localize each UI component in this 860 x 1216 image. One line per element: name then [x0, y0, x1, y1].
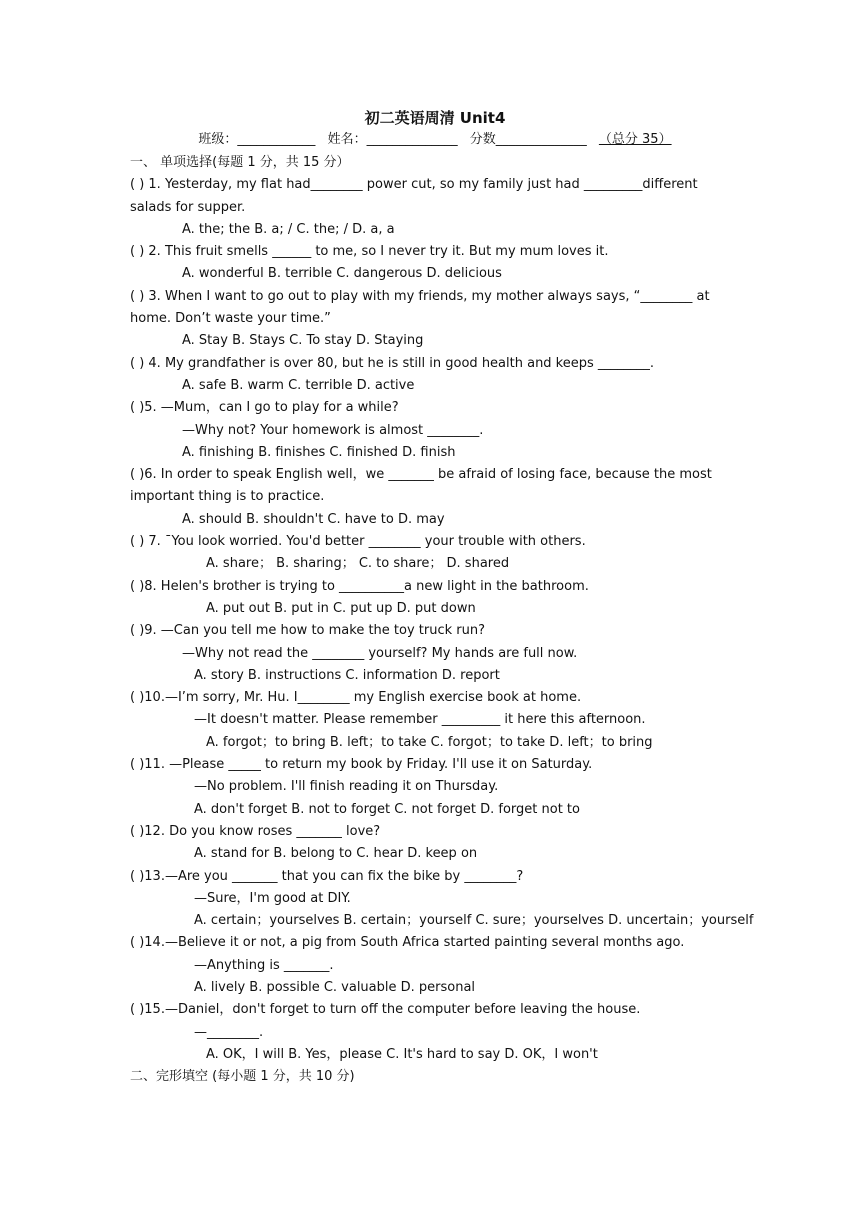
question-line: salads for supper.: [130, 199, 246, 215]
question-line: ( ) 1. Yesterday, my flat had________ power cut, so my family just had _________different: [130, 177, 698, 193]
question-line: A. story B. instructions C. information D. report: [194, 667, 500, 683]
question-line: A. share； B. sharing； C. to share； D. shared: [206, 556, 510, 572]
section-heading-1: 一、 单项选择(每题 1 分，共 15 分）: [130, 155, 350, 170]
question-line: —No problem. I'll finish reading it on Thursday.: [194, 779, 499, 795]
name-field: 姓名：______________: [327, 132, 458, 147]
question-line: A. certain；yourselves B. certain；yourself C. sure；yourselves D. uncertain；yourself: [194, 913, 754, 929]
question-line: A. finishing B. finishes C. finished D. finish: [182, 444, 456, 460]
question-line: A. forgot；to bring B. left；to take C. forgot；to take D. left；to bring: [206, 734, 653, 750]
question-line: ( )13.—Are you _______ that you can fix the bike by ________?: [130, 868, 524, 884]
question-line: A. OK，I will B. Yes，please C. It's hard to say D. OK，I won't: [206, 1046, 598, 1062]
question-line: ( )10.—I’m sorry, Mr. Hu. I________ my English exercise book at home.: [130, 690, 582, 706]
question-line: A. should B. shouldn't C. have to D. may: [182, 511, 445, 527]
question-line: —Why not read the ________ yourself? My hands are full now.: [182, 645, 578, 661]
question-line: —Why not? Your homework is almost ________.: [182, 422, 484, 438]
question-line: A. safe B. warm C. terrible D. active: [182, 377, 415, 393]
question-line: ( )14.—Believe it or not, a pig from South Africa started painting several months ago.: [130, 935, 685, 951]
question-line: —________.: [194, 1024, 264, 1040]
page-title: 初二英语周清 Unit4: [364, 109, 506, 127]
question-line: ( )5. —Mum，can I go to play for a while?: [130, 400, 399, 416]
question-line: ( )12. Do you know roses _______ love?: [130, 823, 381, 839]
question-list: [130, 174, 754, 1066]
question-line: A. stand for B. belong to C. hear D. keep on: [194, 846, 478, 862]
question-line: ( ) 3. When I want to go out to play with my friends, my mother always says, “________ at: [130, 288, 710, 304]
question-line: ( )11. —Please _____ to return my book by Friday. I'll use it on Saturday.: [130, 757, 593, 773]
question-line: ( )15.—Daniel，don't forget to turn off the computer before leaving the house.: [130, 1002, 641, 1018]
question-line: A. put out B. put in C. put up D. put down: [206, 600, 476, 616]
question-line: ( ) 4. My grandfather is over 80, but he is still in good health and keeps ________.: [130, 355, 655, 371]
question-line: A. the; the B. a; / C. the; / D. a, a: [182, 221, 395, 237]
student-info-row: [130, 130, 740, 150]
question-line: —Anything is _______.: [194, 957, 334, 973]
question-line: A. don't forget B. not to forget C. not forget D. forget not to: [194, 801, 580, 817]
worksheet-page: [130, 108, 754, 1088]
question-line: ( ) 7. ¯You look worried. You'd better ________ your trouble with others.: [130, 534, 586, 550]
question-line: ( )8. Helen's brother is trying to __________a new light in the bathroom.: [130, 578, 589, 594]
question-line: ( )9. —Can you tell me how to make the toy truck run?: [130, 623, 486, 639]
total-score: （总分 35）: [598, 132, 672, 147]
question-line: —Sure，I'm good at DIY.: [194, 890, 351, 906]
question-line: A. Stay B. Stays C. To stay D. Staying: [182, 333, 424, 349]
class-field: 班级：____________: [198, 132, 316, 147]
question-line: important thing is to practice.: [130, 489, 325, 505]
question-line: A. wonderful B. terrible C. dangerous D. delicious: [182, 266, 502, 282]
question-line: ( )6. In order to speak English well，we _______ be afraid of losing face, because the most: [130, 467, 712, 483]
score-field: 分数______________: [469, 132, 587, 147]
question-line: A. lively B. possible C. valuable D. personal: [194, 979, 476, 995]
section-heading-2: 二、完形填空 (每小题 1 分，共 10 分): [130, 1069, 355, 1085]
question-line: —It doesn't matter. Please remember _________ it here this afternoon.: [194, 712, 646, 728]
question-line: ( ) 2. This fruit smells ______ to me, so I never try it. But my mum loves it.: [130, 244, 609, 260]
question-line: home. Don’t waste your time.”: [130, 311, 331, 327]
